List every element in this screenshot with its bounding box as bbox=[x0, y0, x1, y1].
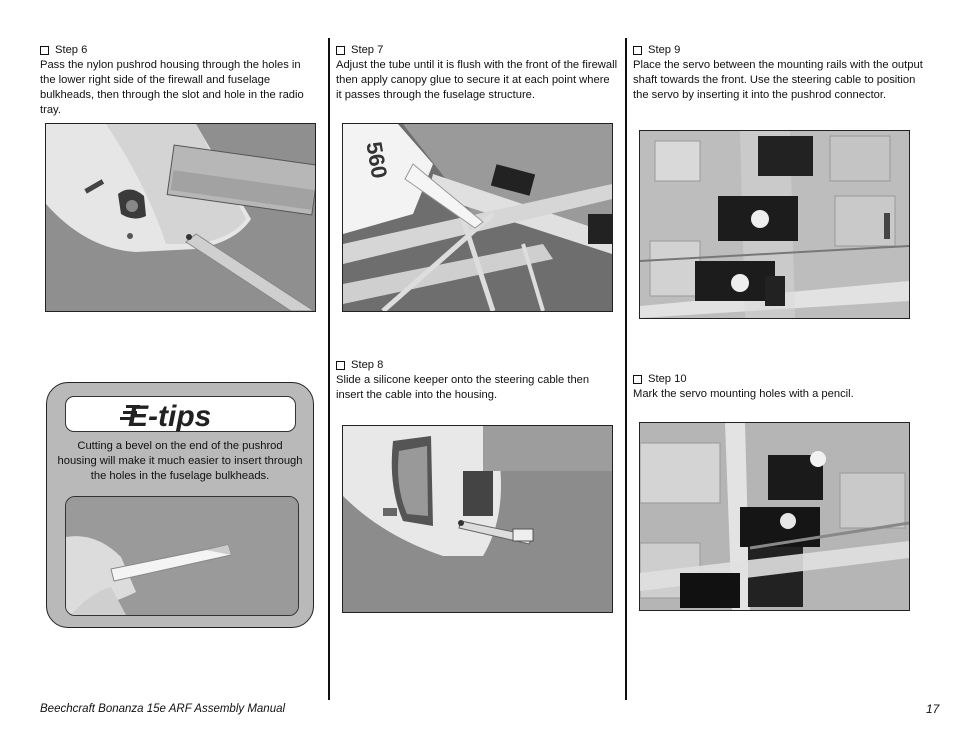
step-9 bbox=[633, 43, 923, 103]
step-8 bbox=[336, 358, 618, 403]
glue-tube-label: 560 bbox=[361, 139, 393, 181]
step-9-label: Step 9 bbox=[648, 44, 681, 56]
step-7-photo bbox=[342, 123, 613, 312]
step-7 bbox=[336, 43, 618, 103]
step-10-photo bbox=[639, 422, 910, 611]
etips-logo-text: E-tips bbox=[128, 400, 212, 431]
step-7-checkbox[interactable] bbox=[336, 46, 345, 55]
step-8-checkbox[interactable] bbox=[336, 361, 345, 370]
step-10-text: Mark the servo mounting holes with a pencil. bbox=[633, 388, 854, 400]
column-divider-1 bbox=[328, 38, 330, 700]
step-6-text: Pass the nylon pushrod housing through the holes in the lower right side of the firewall and fuselage bulkheads, then through the slot and hole in the radio tray. bbox=[40, 59, 304, 116]
step-8-label: Step 8 bbox=[351, 359, 384, 371]
column-divider-2 bbox=[625, 38, 627, 700]
footer-title: Beechcraft Bonanza 15e ARF Assembly Manual bbox=[40, 703, 286, 715]
step-8-text: Slide a silicone keeper onto the steering cable then insert the cable into the housing. bbox=[336, 374, 590, 401]
etips-text: Cutting a bevel on the end of the pushrod housing will make it much easier to insert through the holes in the fuselage bulkheads. bbox=[57, 440, 303, 482]
step-6-label: Step 6 bbox=[55, 44, 88, 56]
step-6 bbox=[40, 43, 310, 118]
step-9-photo bbox=[639, 130, 910, 319]
etips-banner bbox=[65, 396, 296, 432]
step-10-checkbox[interactable] bbox=[633, 375, 642, 384]
step-7-text: Adjust the tube until it is flush with the front of the firewall then apply canopy glue to secure it at each point where it passes through the fuselage structure. bbox=[336, 59, 618, 101]
etips-photo bbox=[65, 496, 299, 616]
step-10-label: Step 10 bbox=[648, 373, 687, 385]
step-8-photo bbox=[342, 425, 613, 613]
step-9-text: Place the servo between the mounting rails with the output shaft towards the front. Use the steering cable to position the servo by inserting it into the pushrod connector. bbox=[633, 59, 923, 101]
step-7-label: Step 7 bbox=[351, 44, 384, 56]
etips-box bbox=[46, 382, 314, 628]
etips-logo bbox=[66, 397, 295, 431]
step-6-checkbox[interactable] bbox=[40, 46, 49, 55]
step-10 bbox=[633, 372, 923, 402]
step-9-checkbox[interactable] bbox=[633, 46, 642, 55]
step-6-photo bbox=[45, 123, 316, 312]
page-number: 17 bbox=[926, 702, 940, 716]
